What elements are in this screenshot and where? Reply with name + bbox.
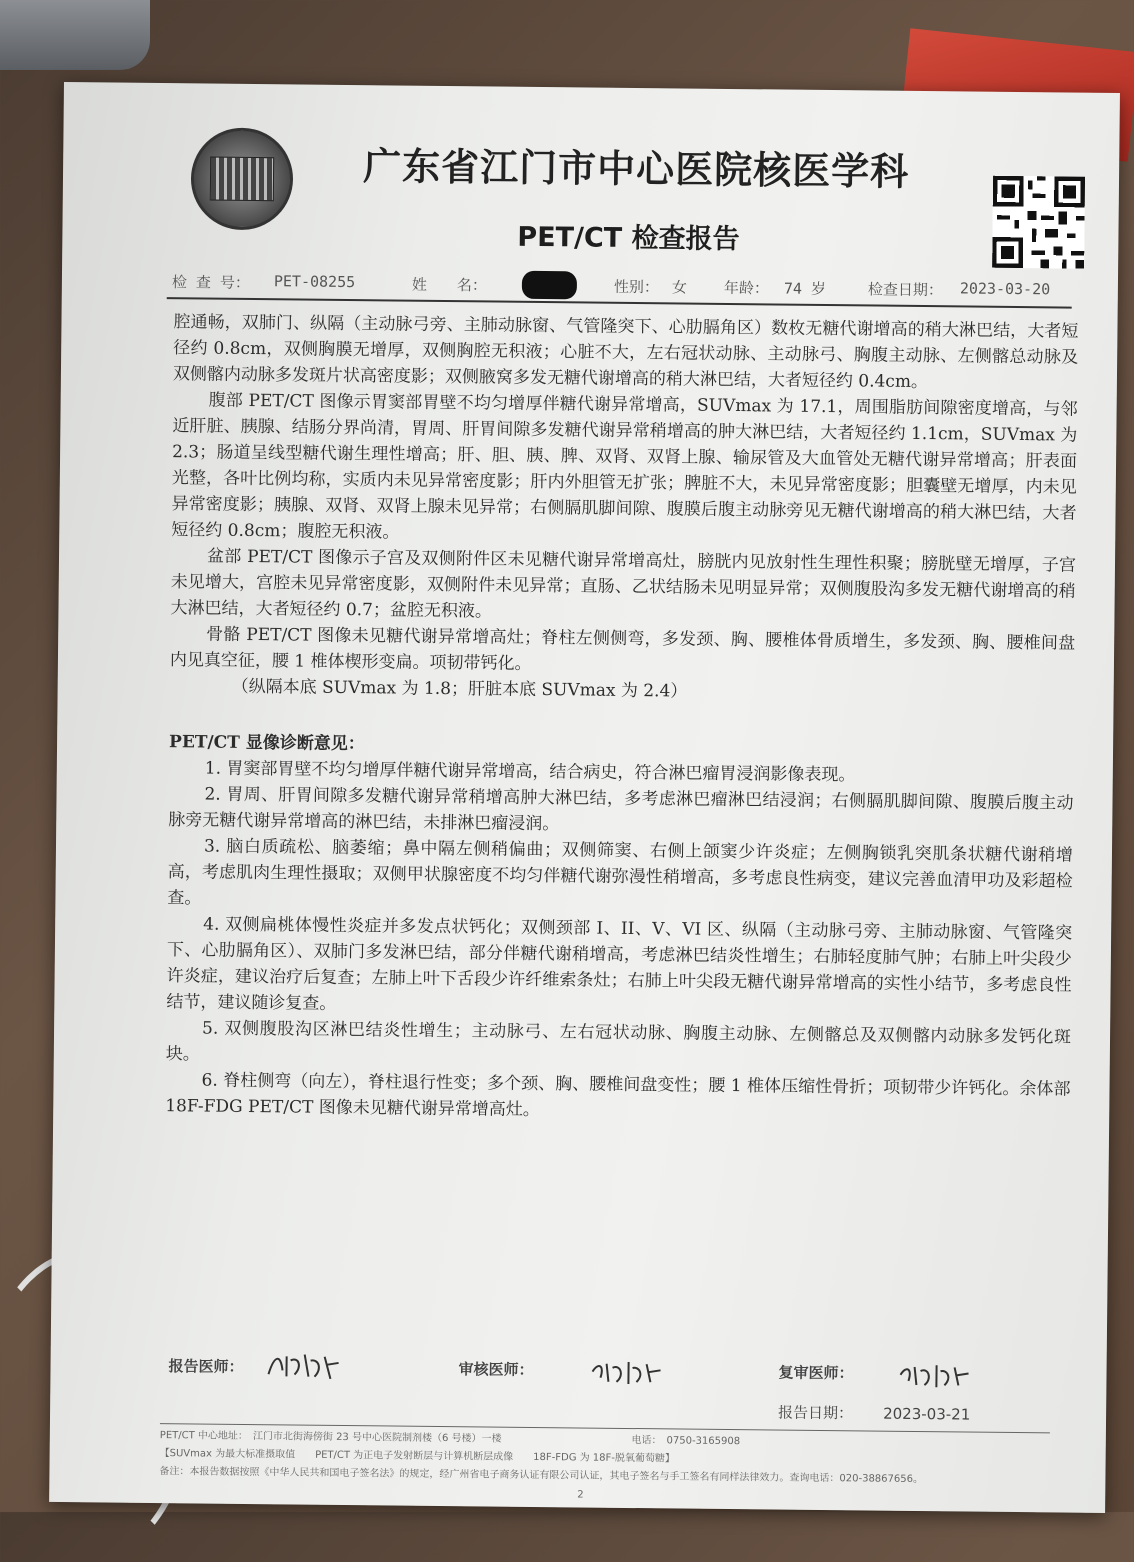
report-doctor-signature <box>264 1346 344 1383</box>
report-date-label: 报告日期： <box>778 1403 854 1423</box>
exam-no: PET-08255 <box>273 272 356 292</box>
report-footer <box>159 1427 1060 1490</box>
qr-code-icon <box>992 176 1085 269</box>
diagnosis-item: 4. 双侧扁桃体慢性炎症并多发点状钙化；双侧颈部 I、II、V、VI 区、纵隔（主动脉弓旁、主肺动脉窗、气管隆突下、心肋膈角区）、双肺门多发淋巴结，部分伴糖代谢稍增高，考虑淋巴结炎性增生；右肺轻度肺气肿；右肺上叶尖段少许炎症，建议治疗后复查；左肺上叶下舌段少许纤维索条灶；右肺上叶尖段无糖代谢异常增高的实性小结节，多考虑良性结节，建议随诊复查。 <box>166 914 1073 1014</box>
findings-pelvis: 盆部 PET/CT 图像示子宫及双侧附件区未见糖代谢异常增高灶，膀胱内见放射性生理性积聚；膀胱壁无增厚，子宫未见增大，宫腔未见异常密度影，双侧附件未见异常；直肠、乙状结肠未见明显异常；双侧腹股沟多发无糖代谢增高的稍大淋巴结，大者短径约 0.7；盆腔无积液。 <box>170 546 1077 622</box>
hospital-building-icon <box>210 157 274 202</box>
footer-address: PET/CT 中心地址： 江门市北街海傍街 23 号中心医院制剂楼（6 号楼）一楼 电话： 0750-3165908 <box>159 1430 741 1448</box>
diagnosis-item: 3. 脑白质疏松、脑萎缩；鼻中隔左侧稍偏曲；双侧筛窦、右侧上颌窦少许炎症；左侧胸锁乳突肌条状糖代谢稍增高，考虑肌肉生理性摄取；双侧甲状腺密度不均匀伴糖代谢弥漫性稍增高，多考虑良性病变，建议完善血清甲功及彩超检查。 <box>167 836 1074 909</box>
report-body <box>165 309 1078 1128</box>
diagnosis-item: 2. 胃周、肝胃间隙多发糖代谢异常稍增高肿大淋巴结，多考虑淋巴瘤淋巴结浸润；右侧膈肌脚间隙、腹膜后腹主动脉旁无糖代谢异常增高的淋巴结，未排淋巴瘤浸润。 <box>168 784 1074 835</box>
hospital-name: 广东省江门市中心医院核医学科 <box>362 144 910 194</box>
findings-background-suv: （纵隔本底 SUVmax 为 1.8；肝脏本底 SUVmax 为 2.4） <box>231 676 688 702</box>
background-device <box>0 0 150 70</box>
report-paper <box>49 82 1120 1513</box>
footer-glossary: 【SUVmax 为最大标准摄取值 PET/CT 为正电子发射断层与计算机断层成像 18F-FDG 为 18F-脱氧葡萄糖】 <box>159 1448 675 1465</box>
report-doctor-label: 报告医师： <box>168 1357 244 1376</box>
diagnosis-item: 1. 胃窦部胃壁不均匀增厚伴糖代谢异常增高，结合病史，符合淋巴瘤胃浸润影像表现。 <box>204 758 856 786</box>
report-title: PET/CT 检查报告 <box>517 221 740 256</box>
recheck-doctor-signature <box>896 1355 976 1392</box>
recheck-doctor-label: 复审医师： <box>778 1363 854 1383</box>
exam-date: 2023-03-20 <box>959 279 1051 299</box>
report-date: 2023-03-21 <box>883 1404 971 1424</box>
age-label: 年龄： <box>723 278 769 298</box>
review-doctor-label: 审核医师： <box>458 1360 534 1379</box>
report-date-row <box>778 1402 1000 1425</box>
exam-date-label: 检查日期： <box>867 280 943 300</box>
findings-abdomen: 腹部 PET/CT 图像示胃窦部胃壁不均匀增厚伴糖代谢异常增高，SUVmax 为 17.1，周围脂肪间隙密度增高，与邻近肝脏、胰腺、结肠分界尚清，胃周、肝胃间隙多发糖代谢异常稍增高的肿大淋巴结，大者短径约 1.1cm，SUVmax 为 2.3；肠道呈线型糖代谢生理性增高；肝、胆、胰、脾、双肾、双肾上腺、输尿管及大血管处无糖代谢异常增高；肝表面光整，各叶比例均称，实质内未见异常密度影；肝内外胆管无扩张；脾脏不大，未见异常密度影；胆囊壁无增厚，内未见异常密度影；胰腺、双肾、双肾上腺未见异常；右侧膈肌脚间隙、腹膜后腹主动脉旁见无糖代谢增高的稍大淋巴结，大者短径约 0.8cm；腹腔无积液。 <box>171 390 1078 543</box>
name-label: 姓 名： <box>411 275 488 295</box>
findings-bone: 骨骼 PET/CT 图像未见糖代谢异常增高灶；脊柱左侧侧弯，多发颈、胸、腰椎体骨质增生，多发颈、胸、腰椎间盘内见真空征，腰 1 椎体楔形变扁。项韧带钙化。 <box>169 624 1076 674</box>
sex-value: 女 <box>671 278 687 297</box>
page-number: 2 <box>577 1489 584 1501</box>
findings-chest: 腔通畅，双肺门、纵隔（主动脉弓旁、主肺动脉窗、气管隆突下、心肋膈角区）数枚无糖代谢增高的稍大淋巴结，大者短径约 0.8cm，双侧胸膜无增厚，双侧胸腔无积液；心脏不大，左右冠状动脉、主动脉弓、胸腹主动脉、左侧髂总动脉及双侧髂内动脉多发斑片状高密度影；双侧腋窝多发无糖代谢增高的稍大淋巴结，大者短径约 0.4cm。 <box>172 312 1079 393</box>
review-doctor-signature <box>588 1352 668 1389</box>
signature-row <box>168 1345 1068 1394</box>
diagnosis-heading: PET/CT 显像诊断意见： <box>168 732 365 755</box>
patient-info-row <box>172 267 1072 306</box>
exam-no-label: 检 查 号： <box>171 273 251 292</box>
redacted-name <box>522 271 577 300</box>
age-value: 74 岁 <box>783 279 827 298</box>
sex-label: 性别： <box>613 277 659 297</box>
diagnosis-item: 6. 脊柱侧弯（向左），脊柱退行性变；多个颈、胸、腰椎间盘变性；腰 1 椎体压缩性骨折；项韧带少许钙化。余体部 18F-FDG PET/CT 图像未见糖代谢异常增高灶。 <box>165 1070 1071 1121</box>
hospital-seal-logo <box>190 127 293 230</box>
diagnosis-item: 5. 双侧腹股沟区淋巴结炎性增生；主动脉弓、左右冠状动脉、胸腹主动脉、左侧髂总及双侧髂内动脉多发钙化斑块。 <box>165 1018 1072 1065</box>
footer-legal-note: 备注：本报告数据按照《中华人民共和国电子签名法》的规定，经广州省电子商务认证有限公司认证，其电子签名与手工签名有同样法律效力。查询电话：020-38867656。 <box>159 1466 924 1486</box>
